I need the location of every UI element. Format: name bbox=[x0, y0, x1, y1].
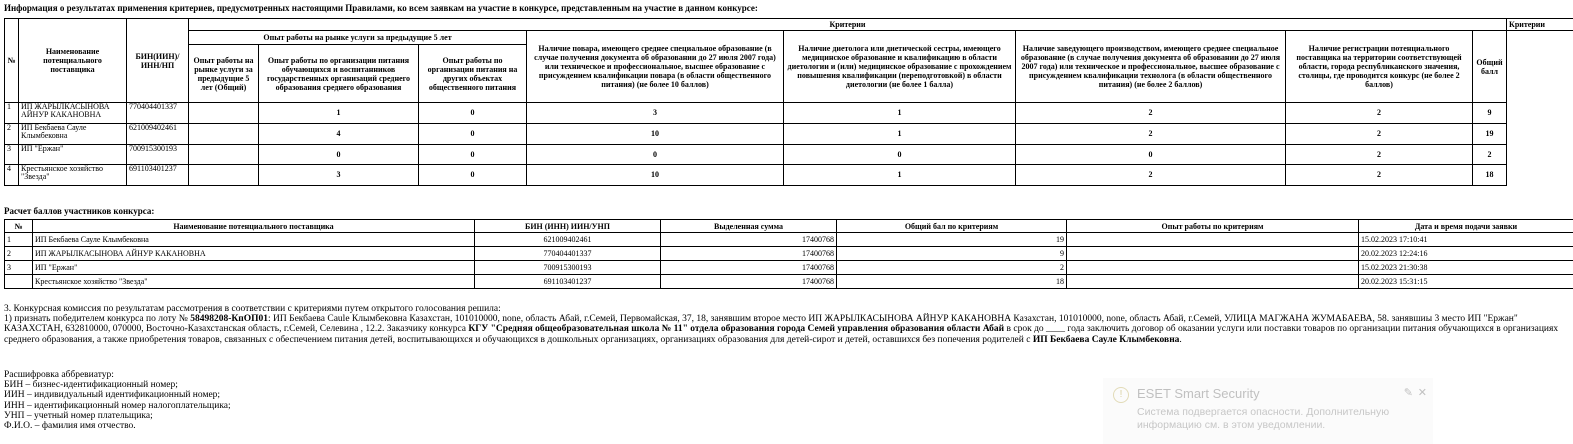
list-item: БИН – бизнес-идентификационный номер; bbox=[4, 380, 178, 391]
col-exp: Опыт работы по критериям bbox=[1067, 220, 1359, 233]
list-item: УНП – учетный номер плательщика; bbox=[4, 410, 153, 421]
table-row: 4 Крестьянское хозяйство "Звезда" 691103401237 3 0 10 1 2 2 18 bbox=[5, 165, 1573, 186]
warning-icon: ! bbox=[1113, 387, 1129, 403]
col-criteria-extra: Критерии bbox=[1507, 19, 1573, 31]
decision-text bbox=[4, 304, 1564, 345]
col-no: № bbox=[5, 220, 33, 233]
list-item: ИИН – индивидуальный идентификационный номер; bbox=[4, 390, 221, 401]
table-row: 1 ИП Бекбаева Сауле Клымбековна 621009402461 17400768 19 15.02.2023 17:10:41 bbox=[5, 233, 1573, 247]
table-row: 3 ИП "Ержан" 700915300193 17400768 2 15.02.2023 21:30:38 bbox=[5, 261, 1573, 275]
col-name: Наименование потенциального поставщика bbox=[19, 19, 127, 103]
customer-name: КГУ "Средняя общеобразовательная школа № 11" отдела образования города Семей управления образования области Абай bbox=[468, 324, 1005, 335]
notification-title: ESET Smart Security bbox=[1137, 386, 1260, 401]
col-exp-schools: Опыт работы по организации питания обучающихся и воспитанников государственных организаций среднего образования среднего образования bbox=[259, 45, 419, 103]
table-row: 3 ИП "Ержан" 700915300193 0 0 0 0 0 2 2 bbox=[5, 145, 1573, 165]
col-total: Общий бал по критериям bbox=[837, 220, 1067, 233]
col-diet: Наличие диетолога или диетической сестры, имеющего медицинское образование и квалификацию в области диетологии и (или) медицинское образование с прохождением повышения квалификации (переподготовкой) в области диетологии (не более 1 балла) bbox=[784, 31, 1016, 103]
col-sum: Выделенная сумма bbox=[661, 220, 837, 233]
criteria-header-text: Информация о результатах применения критериев, предусмотренных настоящими Правилами, ко всем заявкам на участие в конкурсе, представленным на участие в данном конкурсе: bbox=[4, 3, 758, 13]
table-row: 2 ИП Бекбаева Сауле Клымбековна 621009402461 4 0 10 1 2 2 19 bbox=[5, 124, 1573, 145]
col-total: Общий балл bbox=[1473, 31, 1507, 103]
table-row: Крестьянское хозяйство "Звезда" 691103401237 17400768 18 20.02.2023 15:31:15 bbox=[5, 275, 1573, 289]
col-bin: БИН (ИНН) ИИН/УНП bbox=[475, 220, 661, 233]
col-bin: БИН(ИИН)/ИНН/НП bbox=[127, 19, 189, 103]
winner-name: ИП Бекбаева Сауле Клымбековна bbox=[1032, 334, 1180, 345]
col-criteria: Критерии bbox=[189, 19, 1507, 31]
eset-notification[interactable] bbox=[1103, 378, 1433, 444]
abbreviations bbox=[4, 370, 231, 431]
col-exp-other: Опыт работы по организации питания на других объектах общественного питания bbox=[419, 45, 527, 103]
score-title: Расчет баллов участников конкурса: bbox=[4, 206, 155, 216]
col-reg: Наличие регистрации потенциального поставщика на территории соответствующей области, города республиканского значения, столицы, где проводится конкурс (не более 2 баллов) bbox=[1286, 31, 1473, 103]
col-head: Наличие заведующего производством, имеющего среднее специальное образование (в случае получения документа об образовании до 27 июля 2007 года) или техническое и профессиональное, высшее образование с присуждением квалификации технолога (в области общественного питания) (не более 2 баллов) bbox=[1016, 31, 1286, 103]
settings-icon[interactable]: ✎ bbox=[1403, 387, 1413, 399]
table-row: 2 ИП ЖАРЫЛКАСЫНОВА АЙНУР КАКАНОВНА 770404401337 17400768 9 20.02.2023 12:24:16 bbox=[5, 247, 1573, 261]
col-exp-general: Опыт работы на рынке услуги за предыдущие 5 лет (Общий) bbox=[189, 45, 259, 103]
col-date: Дата и время подачи заявки bbox=[1359, 220, 1573, 233]
lot-number: 58498208-КпОП01 bbox=[190, 314, 268, 325]
close-icon[interactable]: ✕ bbox=[1417, 387, 1427, 399]
list-item: Ф.И.О. – фамилия имя отчество. bbox=[4, 421, 136, 432]
score-table bbox=[4, 219, 1573, 289]
col-cook: Наличие повара, имеющего среднее специальное образование (в случае получения документа об образовании до 27 июля 2007 года) или техническое и профессиональное, высшее образование с присуждением квалификации повара (в области общественного питания) (не более 10 баллов) bbox=[527, 31, 784, 103]
col-no: № bbox=[5, 19, 19, 103]
decision-body: 1) признать победителем конкурса по лоту № 58498208-КпОП01: ИП Бекбаева Саule Клымбековна Казахстан, 101010000, none, область Абай, г.Семей, Первомайская, 37, 18, занявшим второе место ИП ЖАРЫЛКАСЫНОВА АЙНУР КАКАНОВНА Казахстан, 101010000, none, область Абай, г.Семей, УЛИЦА МАГЖАНА ЖУМАБАЕВА, 58. занявшиы 3 место ИП "Ержан" КАЗАХСТАН, 632810000, 070000, Восточно-Казахстанская область, г.Семей, Селевина , 12.2. Заказчику конкурса КГУ "Средняя общеобразовательная школа № 11" отдела образования города Семей управления образования области Абай в срок до ____ года заключить договор об оказании услуги или поставки товаров по организации питания обучающихся в организациях среднего образования, а также приобретения товаров, связанных с обеспечением питания детей, воспитывающихся и обучающихся в дошкольных организациях, организациях образования для детей-сирот и детей, оставшихся без попечения родителей с ИП Бекбаева Сауле Клымбековна. bbox=[4, 314, 1559, 345]
col-blank bbox=[1507, 31, 1573, 103]
table-row: 1 ИП ЖАРЫЛКАСЫНОВА АЙНУР КАКАНОВНА 770404401337 1 0 3 1 2 2 9 bbox=[5, 103, 1573, 124]
abbr-title: Расшифровка аббревиатур: bbox=[4, 370, 114, 380]
col-exp-group: Опыт работы на рынке услуги за предыдущие 5 лет bbox=[189, 31, 527, 45]
col-name: Наименование потенциального поставщика bbox=[33, 220, 475, 233]
notification-message: Система подвергается опасности. Дополнительную информацию см. в этом уведомлении. bbox=[1137, 406, 1390, 431]
list-item: ИНН – идентификационный номер налогоплательщика; bbox=[4, 400, 231, 411]
decision-intro: 3. Конкурсная комиссия по результатам рассмотрения в соответствии с критериями путем открытого голосования решила: bbox=[4, 304, 501, 314]
criteria-table bbox=[4, 18, 1573, 186]
